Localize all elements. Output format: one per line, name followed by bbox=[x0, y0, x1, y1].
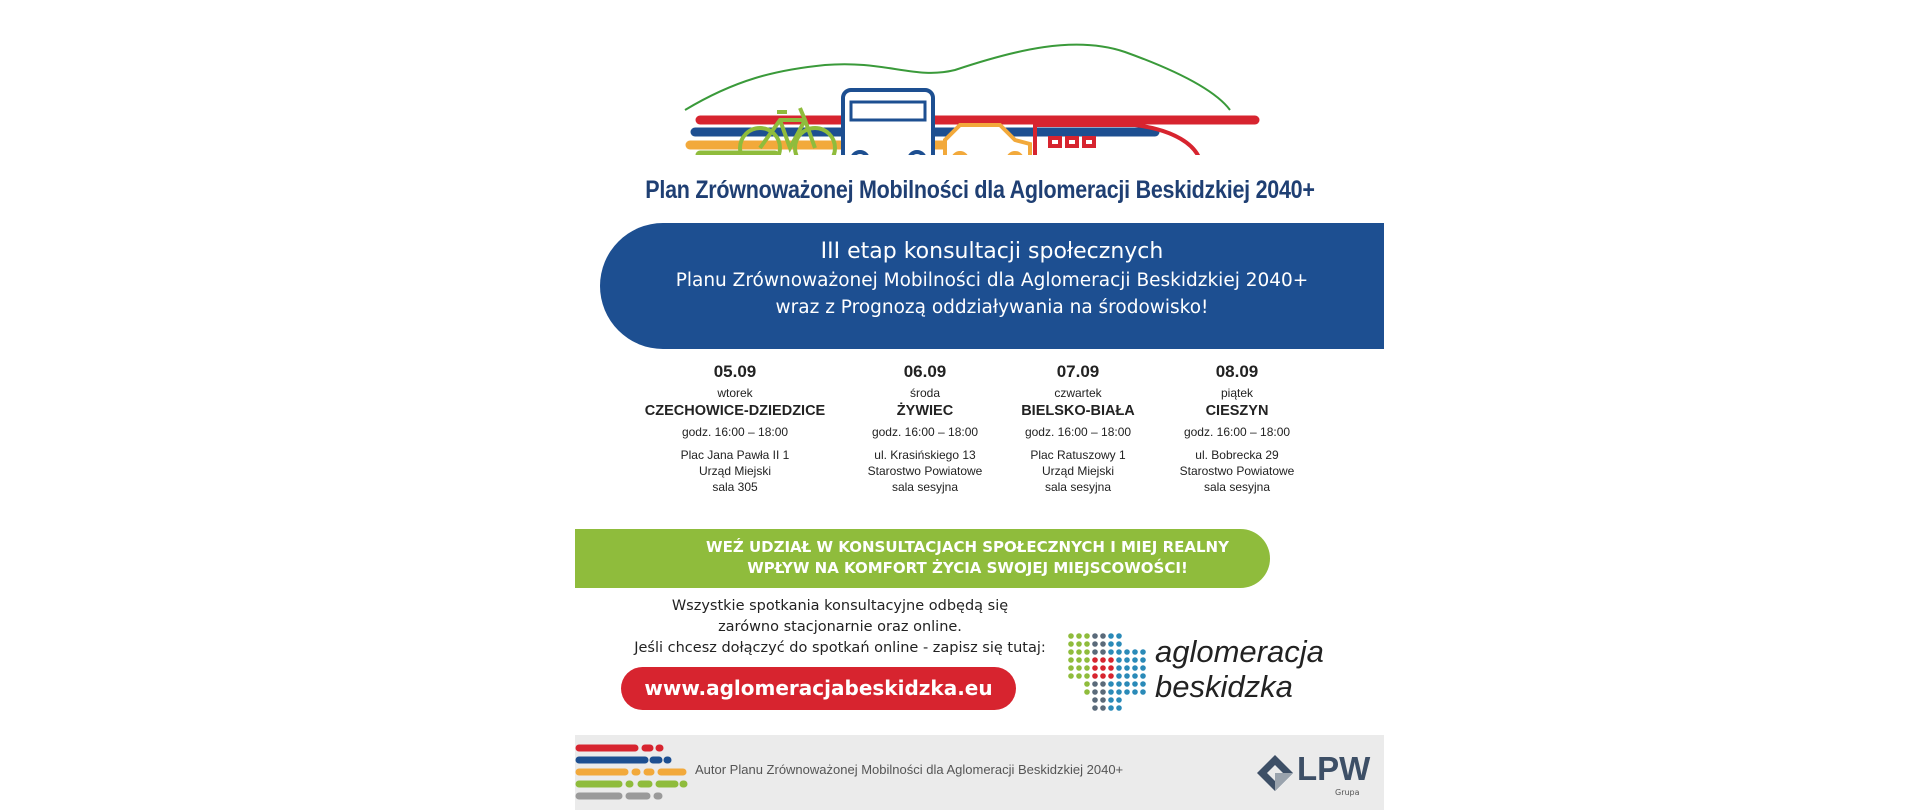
meeting-room: sala sesyjna bbox=[1044, 480, 1112, 494]
page-title: Plan Zrównoważonej Mobilności dla Aglomeracji Beskidzkiej 2040+ bbox=[645, 176, 1315, 204]
meeting-card bbox=[1137, 362, 1337, 495]
footer-author-text: Autor Planu Zrównoważonej Mobilności dla Aglomeracji Beskidzkiej 2040+ bbox=[695, 762, 1124, 777]
dot-map-icon bbox=[1065, 630, 1155, 715]
meeting-city: ŻYWIEC bbox=[896, 403, 954, 419]
meeting-city: BIELSKO-BIAŁA bbox=[1021, 403, 1135, 419]
meeting-room: sala sesyjna bbox=[1203, 480, 1271, 494]
meeting-city: CZECHOWICE-DZIEDZICE bbox=[644, 403, 826, 419]
meeting-hours: godz. 16:00 – 18:00 bbox=[1183, 425, 1291, 439]
cta-line-2: WPŁYW NA KOMFORT ŻYCIA SWOJEJ MIEJSCOWOŚCI! bbox=[747, 559, 1188, 577]
meeting-hours: godz. 16:00 – 18:00 bbox=[1024, 425, 1132, 439]
meeting-address: ul. Bobrecka 29 bbox=[1195, 448, 1279, 462]
meeting-address: Plac Jana Pawła II 1 bbox=[680, 448, 790, 462]
meeting-weekday: czwartek bbox=[1054, 386, 1102, 400]
lpw-brand: LPW bbox=[1297, 750, 1371, 787]
meeting-venue: Starostwo Powiatowe bbox=[1179, 464, 1295, 478]
aglomeracja-logo bbox=[1065, 630, 1335, 715]
website-link[interactable]: www.aglomeracjabeskidzka.eu bbox=[621, 667, 1016, 710]
banner-subtitle-2: wraz z Prognozą oddziaływania na środowisko! bbox=[775, 297, 1209, 318]
meeting-date: 05.09 bbox=[713, 362, 757, 381]
lpw-brand-sub: Grupa bbox=[1335, 788, 1360, 797]
meeting-weekday: środa bbox=[909, 386, 941, 400]
meeting-room: sala 305 bbox=[712, 480, 758, 494]
meeting-date: 07.09 bbox=[1056, 362, 1100, 381]
lpw-diamond-icon bbox=[1255, 753, 1295, 793]
logo-line-1: aglomeracja bbox=[1155, 634, 1324, 669]
meeting-address: ul. Krasińskiego 13 bbox=[874, 448, 976, 462]
meeting-address: Plac Ratuszowy 1 bbox=[1030, 448, 1126, 462]
logo-line-2: beskidzka bbox=[1155, 669, 1293, 704]
meeting-city: CIESZYN bbox=[1205, 403, 1269, 419]
cta-banner bbox=[575, 529, 1270, 588]
info-line-1: Wszystkie spotkania konsultacyjne odbędą się bbox=[671, 598, 1009, 614]
consultation-banner bbox=[600, 223, 1384, 349]
info-line-3: Jeśli chcesz dołączyć do spotkań online - zapisz się tutaj: bbox=[634, 640, 1046, 656]
stripes-icon bbox=[575, 735, 690, 810]
meeting-hours: godz. 16:00 – 18:00 bbox=[871, 425, 979, 439]
meeting-venue: Starostwo Powiatowe bbox=[867, 464, 983, 478]
meeting-hours: godz. 16:00 – 18:00 bbox=[681, 425, 789, 439]
meeting-weekday: piątek bbox=[1220, 386, 1254, 400]
online-info bbox=[600, 596, 1080, 659]
meeting-venue: Urząd Miejski bbox=[1041, 464, 1114, 478]
cta-line-1: WEŹ UDZIAŁ W KONSULTACJACH SPOŁECZNYCH I MIEJ REALNY bbox=[706, 538, 1229, 556]
meeting-weekday: wtorek bbox=[717, 386, 753, 400]
banner-heading: III etap konsultacji społecznych bbox=[820, 239, 1164, 264]
footer bbox=[575, 735, 1384, 810]
banner-subtitle: Planu Zrównoważonej Mobilności dla Aglomeracji Beskidzkiej 2040+ bbox=[675, 270, 1309, 291]
meeting-date: 08.09 bbox=[1215, 362, 1259, 381]
meeting-room: sala sesyjna bbox=[891, 480, 959, 494]
meeting-venue: Urząd Miejski bbox=[698, 464, 771, 478]
bus-icon bbox=[843, 90, 933, 155]
meeting-date: 06.09 bbox=[903, 362, 947, 381]
transport-illustration bbox=[655, 40, 1285, 155]
info-line-2: zarówno stacjonarnie oraz online. bbox=[718, 619, 962, 635]
meeting-card bbox=[635, 362, 835, 495]
